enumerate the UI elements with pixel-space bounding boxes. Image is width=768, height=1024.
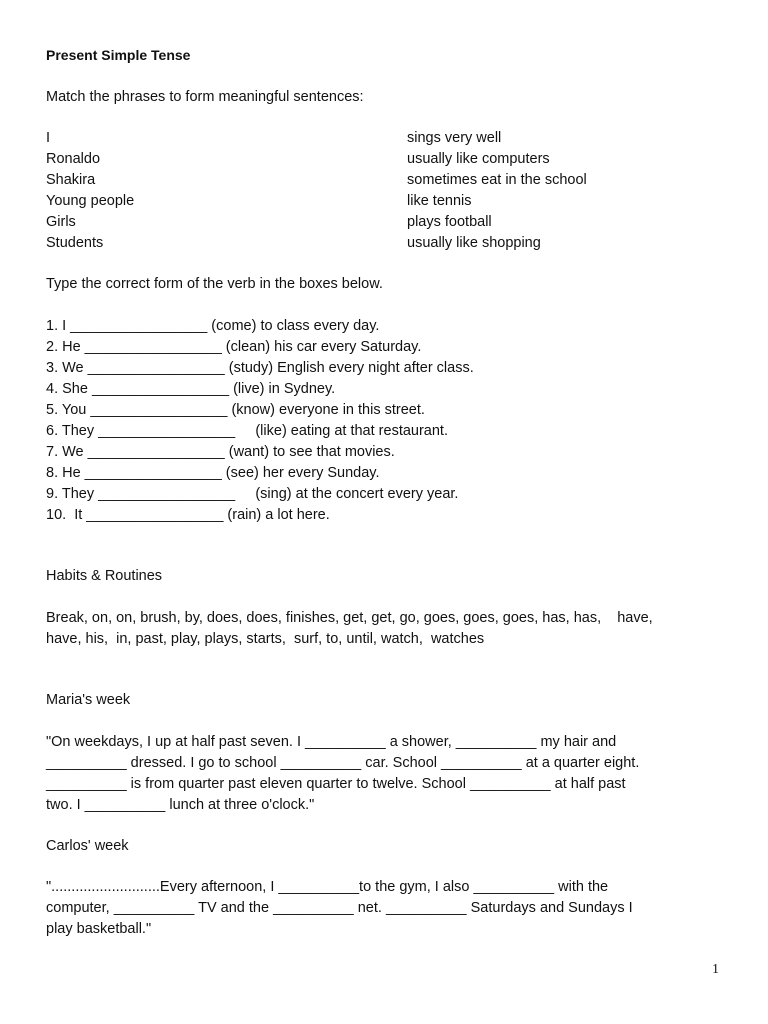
match-instruction: Match the phrases to form meaningful sentences: <box>46 89 364 105</box>
carlos-paragraph-line: play basketball." <box>46 921 152 937</box>
verb-exercise-item: 10. It _________________ (rain) a lot here. <box>46 507 330 523</box>
match-left-item: Young people <box>46 193 135 209</box>
maria-paragraph-line: __________ is from quarter past eleven quarter to twelve. School __________ at half past <box>46 776 626 792</box>
match-right-item: usually like shopping <box>407 235 541 251</box>
carlos-heading: Carlos' week <box>46 838 129 854</box>
verb-exercise-item: 3. We _________________ (study) English every night after class. <box>46 360 474 376</box>
maria-paragraph-line: __________ dressed. I go to school __________ car. School __________ at a quarter eight. <box>46 755 640 771</box>
match-left-item: I <box>46 130 51 146</box>
match-left-item: Shakira <box>46 172 96 188</box>
match-right-item: usually like computers <box>407 151 550 167</box>
habits-heading: Habits & Routines <box>46 568 163 584</box>
match-left-item: Girls <box>46 214 76 230</box>
carlos-paragraph-line: "...........................Every afternoon, I __________to the gym, I also __________ with the <box>46 879 609 895</box>
verb-exercise-item: 9. They _________________ (sing) at the concert every year. <box>46 486 459 502</box>
match-left-item: Students <box>46 235 104 251</box>
maria-paragraph-line: "On weekdays, I up at half past seven. I __________ a shower, __________ my hair and <box>46 734 617 750</box>
page-title: Present Simple Tense <box>46 47 191 63</box>
match-right-item: sings very well <box>407 130 502 146</box>
maria-heading: Maria's week <box>46 692 131 708</box>
maria-paragraph-line: two. I __________ lunch at three o'clock." <box>46 797 315 813</box>
word-bank-line: Break, on, on, brush, by, does, does, finishes, get, get, go, goes, goes, goes, has, has, have, <box>46 610 653 626</box>
match-right-item: sometimes eat in the school <box>407 172 587 188</box>
match-left-item: Ronaldo <box>46 151 101 167</box>
verb-exercise-item: 2. He _________________ (clean) his car every Saturday. <box>46 339 422 355</box>
verb-exercise-item: 8. He _________________ (see) her every Sunday. <box>46 465 380 481</box>
verb-exercise-item: 5. You _________________ (know) everyone in this street. <box>46 402 425 418</box>
verb-exercise-item: 7. We _________________ (want) to see that movies. <box>46 444 395 460</box>
verb-exercise-item: 1. I _________________ (come) to class every day. <box>46 318 380 334</box>
verb-exercise-item: 4. She _________________ (live) in Sydney. <box>46 381 336 397</box>
match-right-item: plays football <box>407 214 492 230</box>
verb-exercise-item: 6. They _________________ (like) eating at that restaurant. <box>46 423 448 439</box>
verb-instruction: Type the correct form of the verb in the boxes below. <box>46 276 383 292</box>
word-bank-line: have, his, in, past, play, plays, starts, surf, to, until, watch, watches <box>46 631 485 647</box>
match-right-item: like tennis <box>407 193 472 209</box>
page-number: 1 <box>712 962 719 977</box>
carlos-paragraph-line: computer, __________ TV and the __________ net. __________ Saturdays and Sundays I <box>46 900 633 916</box>
